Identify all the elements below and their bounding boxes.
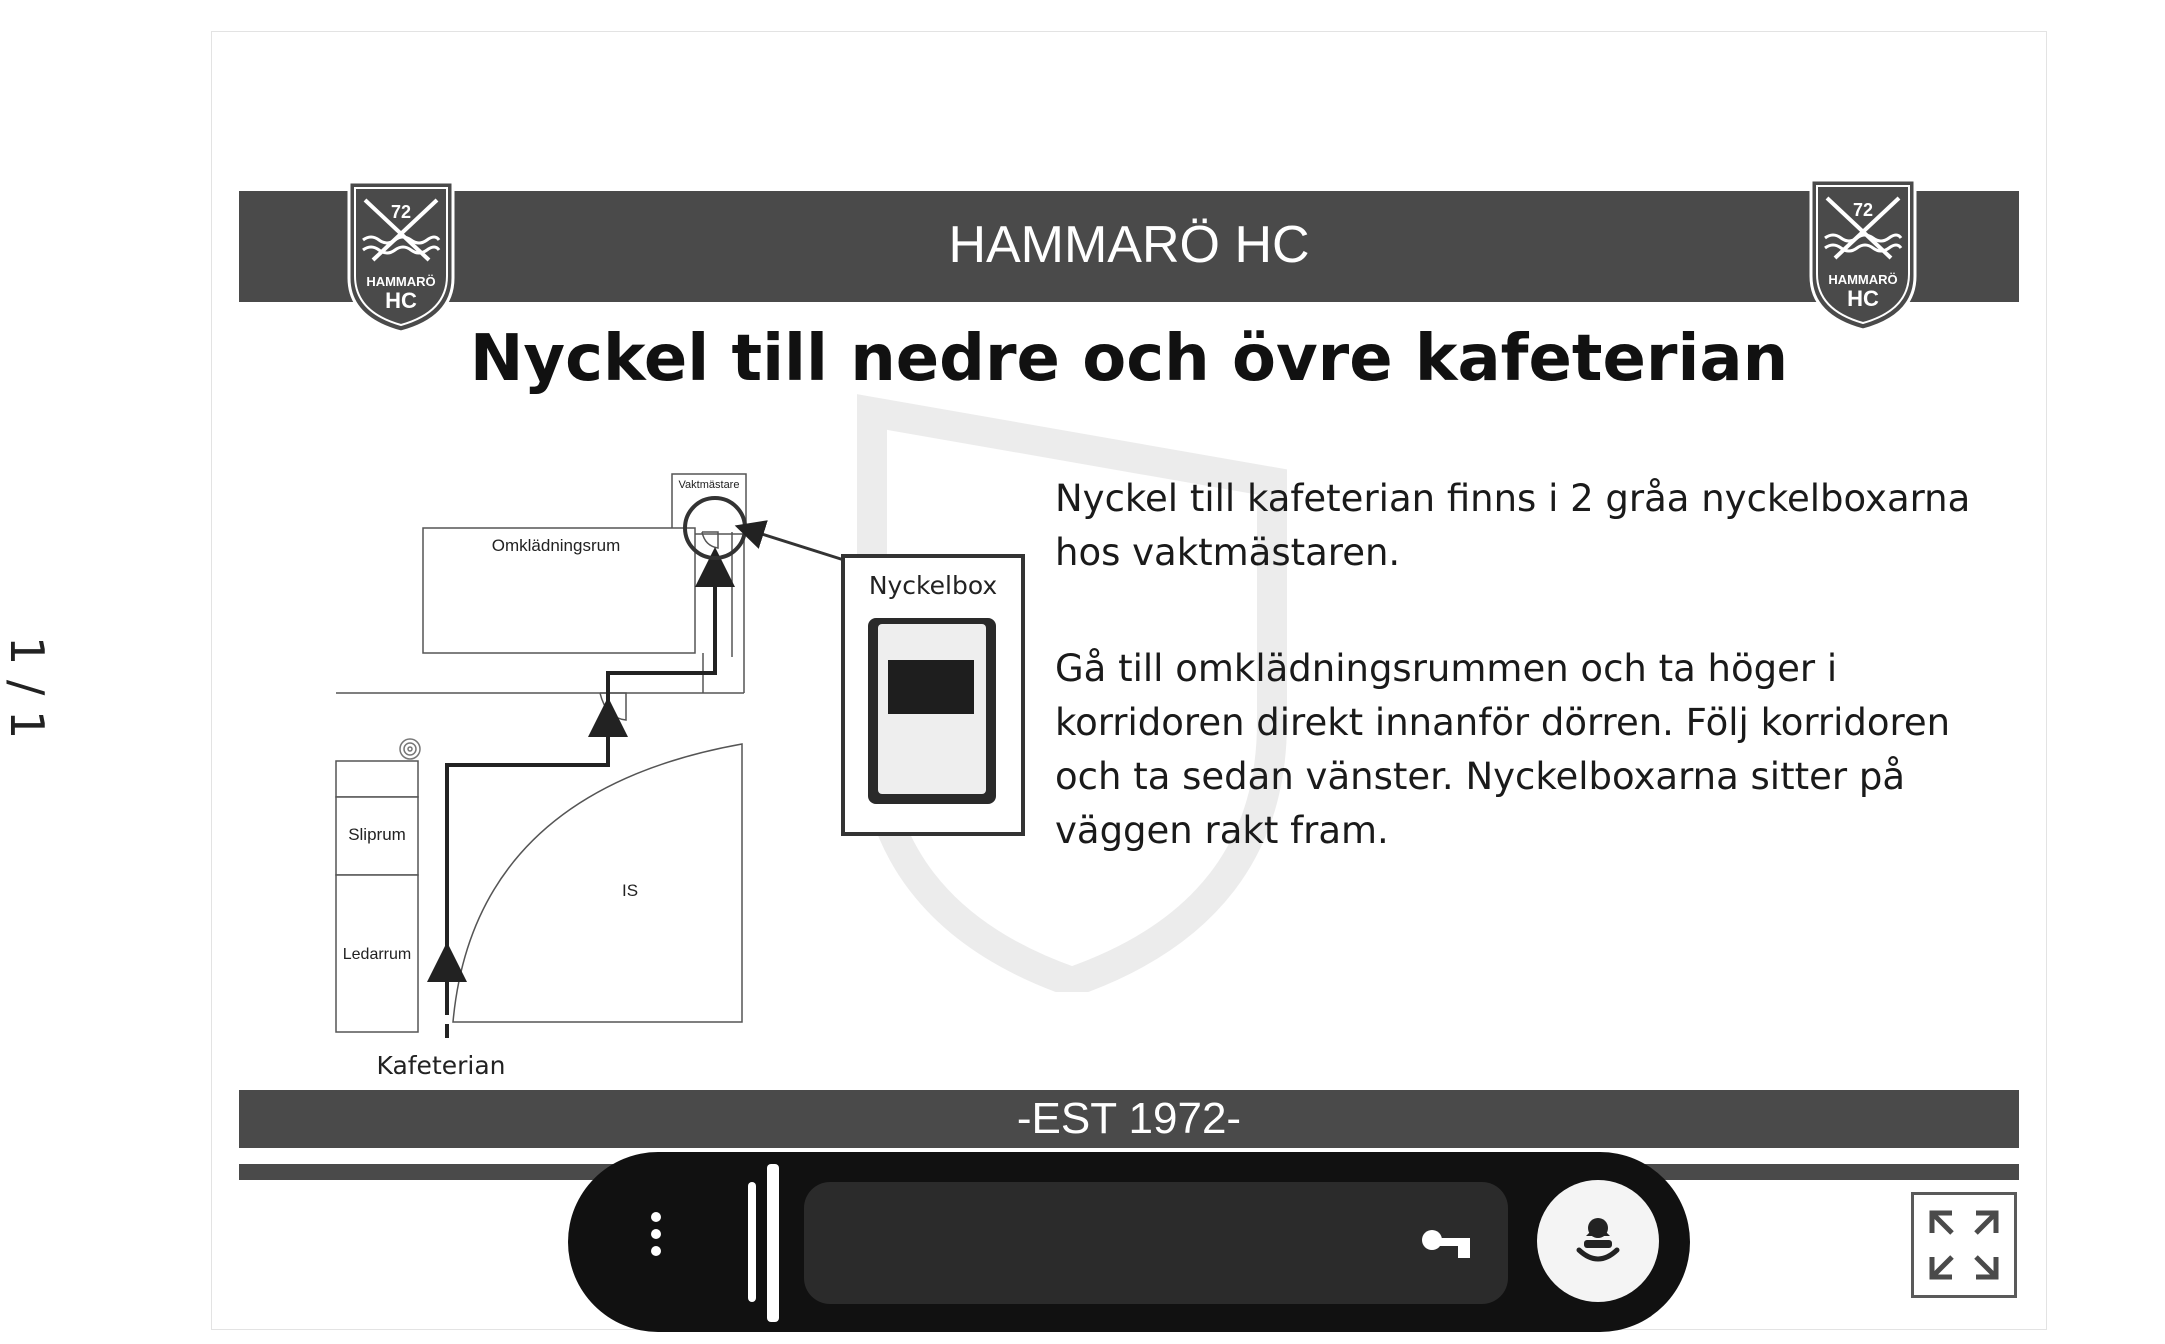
crest-line1: HAMMARÖ xyxy=(1828,272,1898,287)
fullscreen-button[interactable] xyxy=(1911,1192,2017,1298)
paragraph-1: Nyckel till kafeterian finns i 2 gråa nyckelboxarna hos vaktmästaren. xyxy=(1055,477,1971,574)
expand-icon xyxy=(1914,1195,2014,1295)
instructions-text xyxy=(1055,472,1975,920)
label-is: IS xyxy=(621,881,639,900)
toolbar-drag-handle-thin[interactable] xyxy=(748,1182,756,1302)
crest-number: 72 xyxy=(1852,200,1874,220)
crest-line1: HAMMARÖ xyxy=(366,274,436,289)
label-vaktmastare: Vaktmästare xyxy=(678,479,740,491)
page-counter: 1 / 1 xyxy=(0,636,54,740)
floating-toolbar xyxy=(568,1152,1690,1332)
slide-heading: Nyckel till nedre och övre kafeterian xyxy=(469,322,1789,396)
label-omkladningsrum: Omklädningsrum xyxy=(491,536,621,555)
footer-text: -EST 1972- xyxy=(1016,1094,1242,1143)
toolbar-input-area[interactable] xyxy=(804,1182,1508,1304)
label-nyckelbox: Nyckelbox xyxy=(868,571,998,600)
paragraph-2: Gå till omklädningsrummen och ta höger i korridoren direkt innanför dörren. Följ korridoren och ta sedan vänster. Nyckelboxarna sitter på väggen rakt fram. xyxy=(1055,647,1951,852)
footer-banner xyxy=(239,1090,2019,1148)
label-ledarrum: Ledarrum xyxy=(342,946,412,963)
label-sliprum: Sliprum xyxy=(348,825,406,844)
crest-number: 72 xyxy=(390,202,412,222)
banner-title: HAMMARÖ HC xyxy=(948,216,1310,274)
assistant-button[interactable] xyxy=(1537,1180,1659,1302)
crest-line2: HC xyxy=(1847,286,1879,311)
label-kafeterian: Kafeterian xyxy=(376,1051,506,1080)
area-is xyxy=(453,744,742,1022)
crest-line2: HC xyxy=(385,288,417,313)
more-vertical-icon[interactable] xyxy=(638,1212,674,1272)
toolbar-drag-handle[interactable] xyxy=(767,1164,779,1322)
key-icon[interactable] xyxy=(1420,1228,1472,1260)
slide xyxy=(211,31,2047,1330)
assistant-icon xyxy=(1537,1180,1659,1302)
